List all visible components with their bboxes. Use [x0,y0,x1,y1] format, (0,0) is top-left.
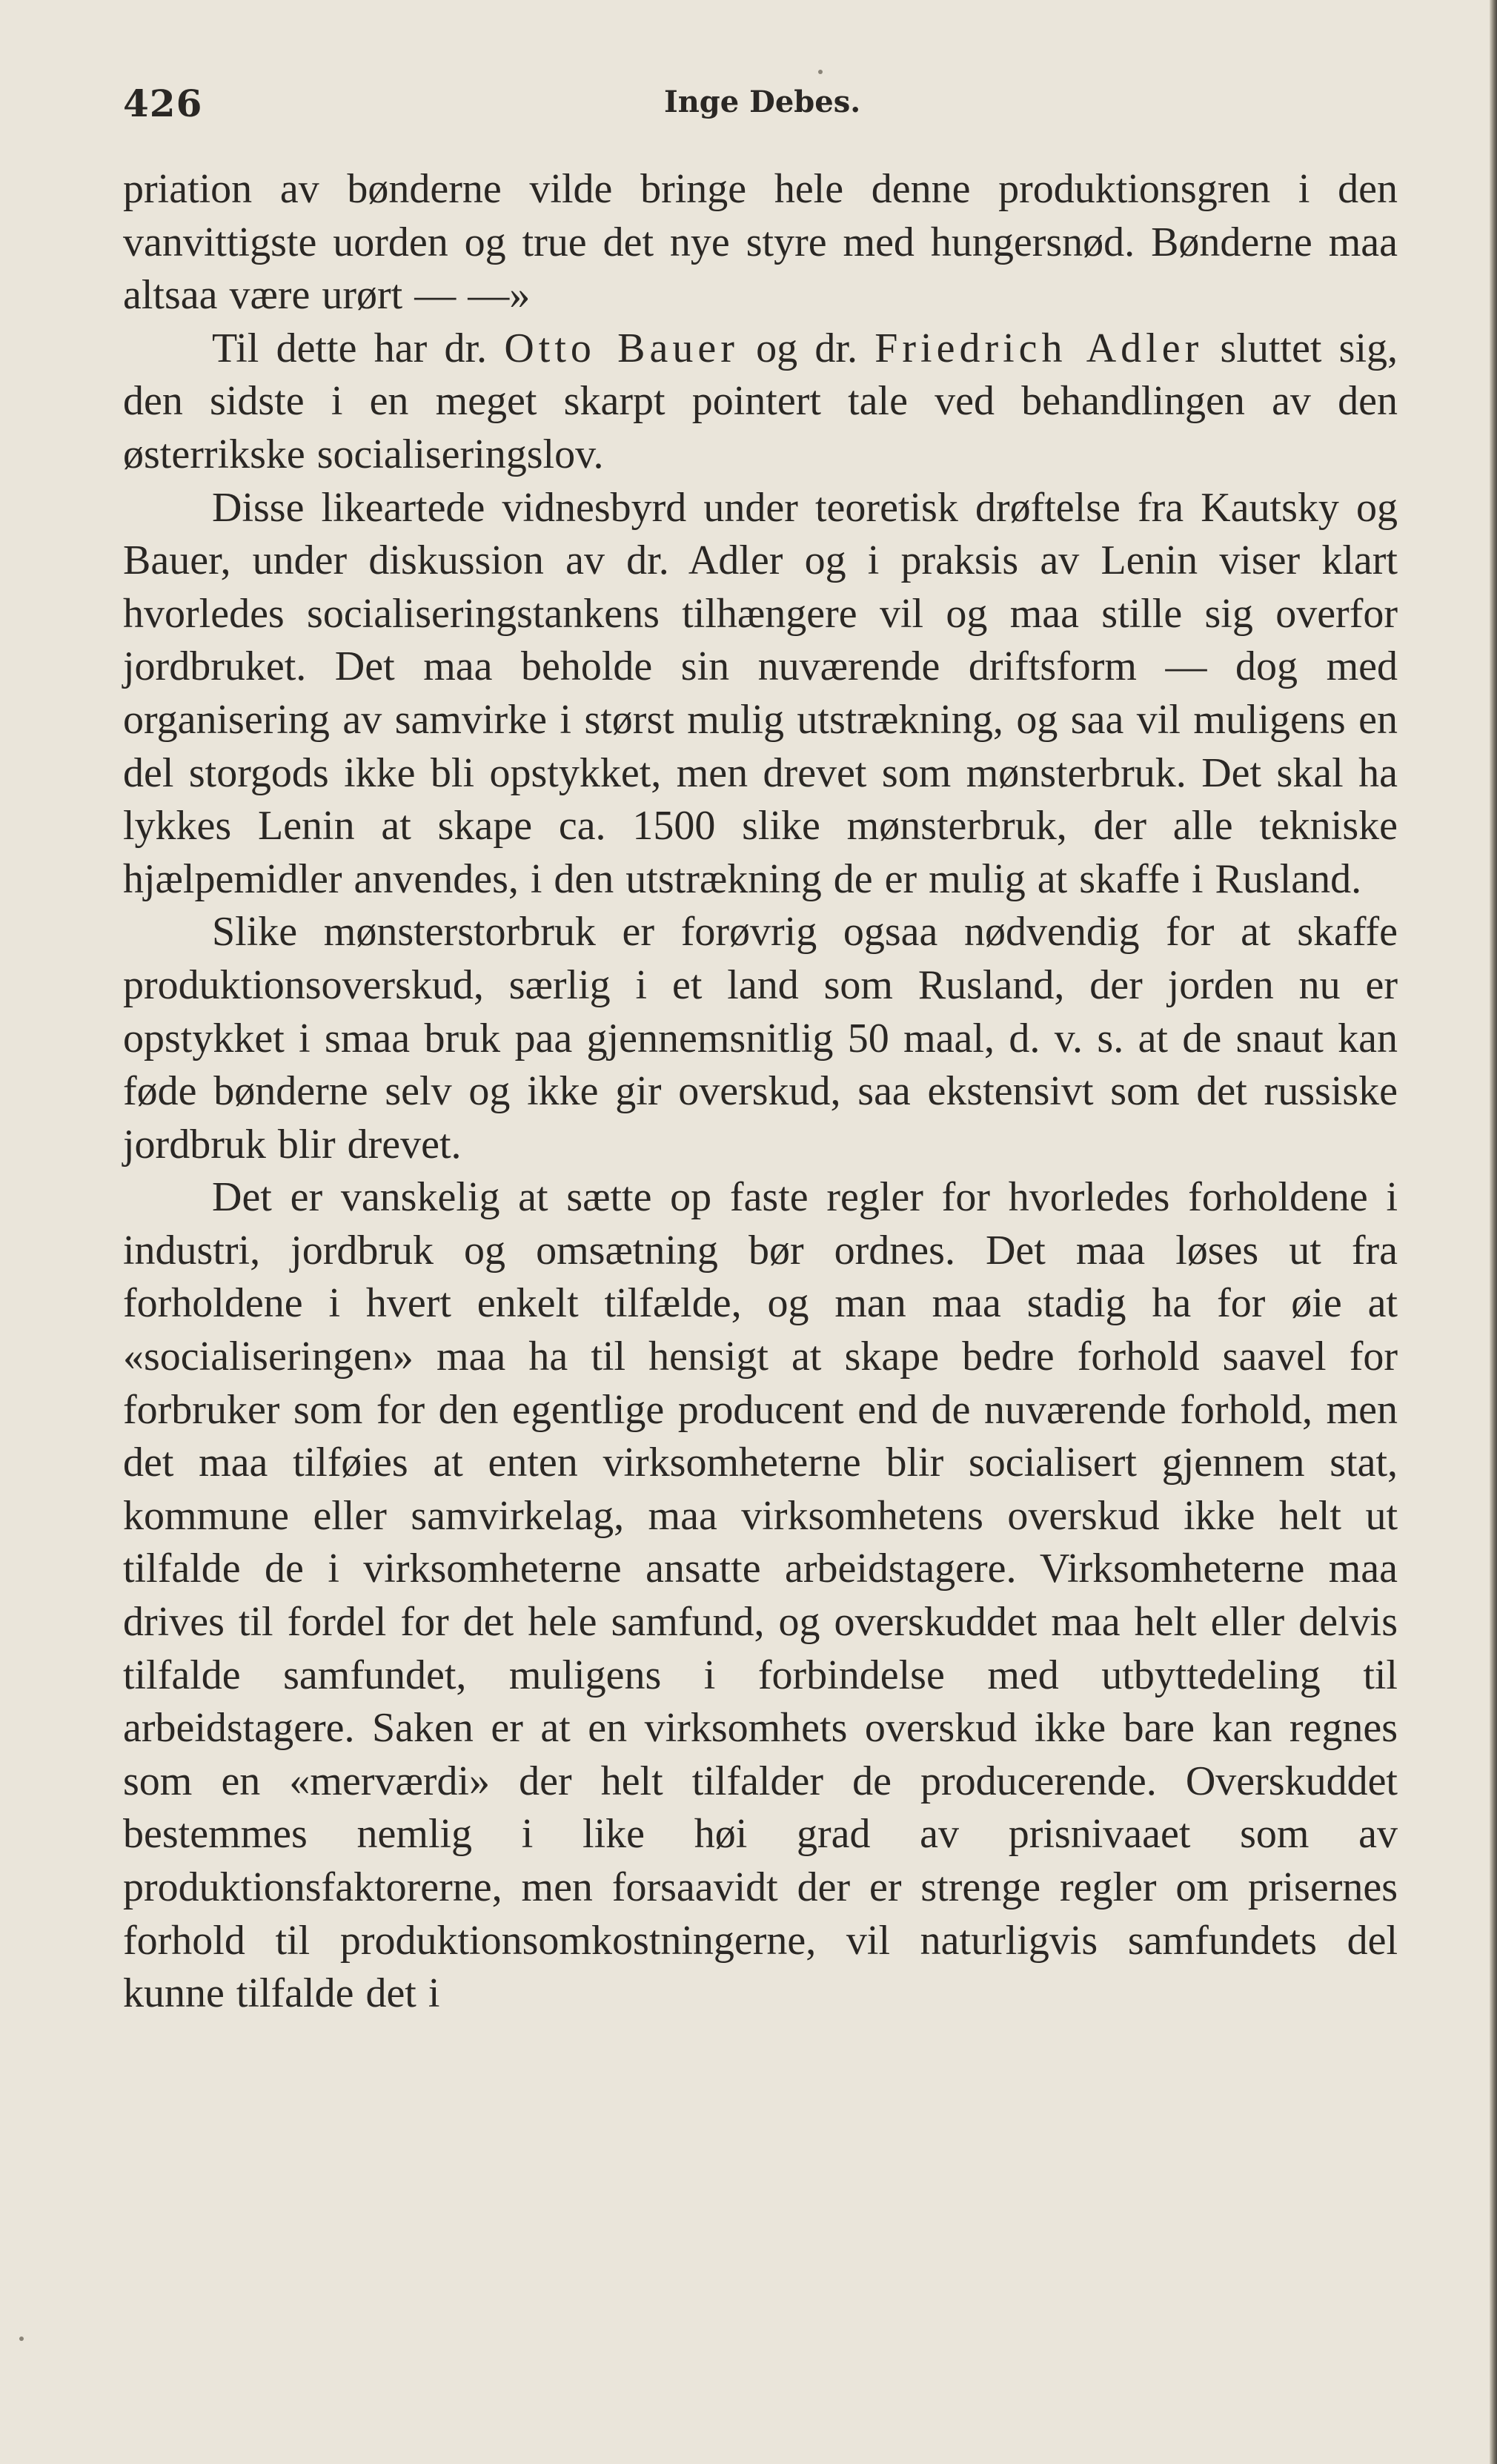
paragraph-testimonies: Disse likeartede vidnesbyrd under teoretisk drøftelse fra Kautsky og Bauer, under diskussion av dr. Adler og i praksis av Lenin viser klart hvorledes socialiseringstankens tilhængere vil og maa stille sig overfor jordbruket. Det maa beholde sin nuværende driftsform — dog med organisering av samvirke i størst mulig utstrækning, og saa vil muligens en del storgods ikke bli opstykket, men drevet som mønsterbruk. Det skal ha lykkes Lenin at skape ca. 1500 slike mønsterbruk, der alle tekniske hjælpemidler anvendes, i den utstrækning de er mulig at skaffe i Rusland. [123,484,1398,902]
body-text [123,163,1398,2021]
person-name-otto-bauer: Otto Bauer [504,325,739,371]
paragraph-rules: Det er vanskelig at sætte op faste regler for hvorledes forholdene i industri, jordbruk og omsætning bør ordnes. Det maa løses ut fra forholdene i hvert enkelt tilfælde, og man maa stadig ha for øie at «socialiseringen» maa ha til hensigt at skape bedre forhold saavel for forbruker som for den egentlige producent end de nuværende forhold, men det maa tilføies at enten virksomheterne blir socialisert gjennem stat, kommune eller samvirkelag, maa virksomhetens overskud ikke helt ut tilfalde de i virksomheterne ansatte arbeidstagere. Virksomheterne maa drives til fordel for det hele samfund, og overskuddet maa helt eller delvis tilfalde samfundet, muligens i forbindelse med utbyttedeling til arbeidstagere. Saken er at en virksomhets overskud ikke bare kan regnes som en «merværdi» der helt tilfalder de producerende. Overskuddet bestemmes nemlig i like høi grad av prisnivaaet som av produktionsfaktorerne, men forsaavidt der er strenge regler om prisernes forhold til produktionsomkostningerne, vil naturligvis samfundets del kunne tilfalde det i [123,1174,1398,2017]
paragraph-text: Til dette har dr. [212,325,505,371]
page-number: 426 [123,82,203,125]
running-title: Inge Debes. [664,85,861,119]
paper-speck [19,2337,24,2341]
paragraph-text: og dr. [738,325,875,371]
paragraph-continuation: priation av bønderne vilde bringe hele denne produktionsgren i den vanvittigste uorden og true det nye styre med hungersnød. Bønderne maa altsaa være urørt — —» [123,166,1398,319]
paragraph-bauer-adler [123,322,1398,482]
paragraph-text: sluttet sig, den sidste i en meget skarpt pointert tale ved behandlingen av den østerrikske socialiseringslov. [123,325,1398,477]
paragraph-model-farms: Slike mønsterstorbruk er forøvrig ogsaa nødvendig for at skaffe produktionsoverskud, særlig i et land som Rusland, der jorden nu er opstykket i smaa bruk paa gjennemsnitlig 50 maal, d. v. s. at de snaut kan føde bønderne selv og ikke gir overskud, saa ekstensivt som det russiske jordbruk blir drevet. [123,909,1398,1168]
running-head [123,82,1398,133]
page-edge-shadow [1490,0,1497,2464]
person-name-friedrich-adler: Friedrich Adler [874,325,1204,371]
paper-speck [818,70,823,74]
